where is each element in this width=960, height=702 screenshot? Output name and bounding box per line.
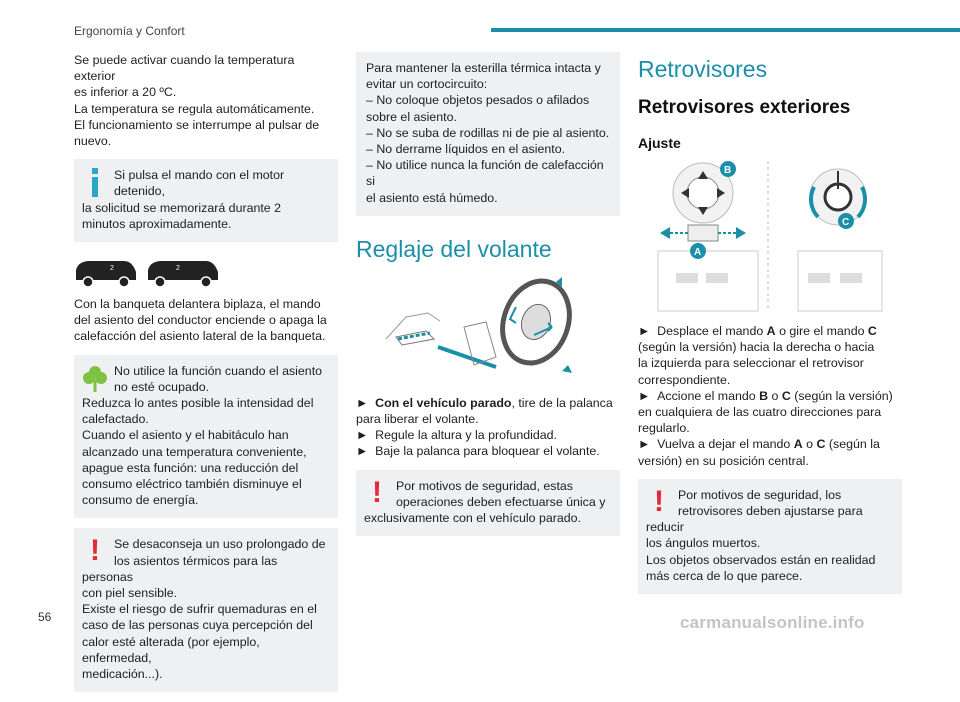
mirror-steps bbox=[638, 323, 902, 469]
van-icon bbox=[146, 258, 220, 288]
intro-paragraph bbox=[74, 52, 338, 149]
warning-icon: ! bbox=[90, 534, 100, 568]
text-line: más cerca de lo que parece. bbox=[646, 568, 803, 583]
text-line: los ángulos muertos. bbox=[646, 536, 761, 551]
warning-icon: ! bbox=[654, 484, 664, 518]
steering-heading: Reglaje del volante bbox=[356, 235, 552, 262]
van-label: 2 bbox=[110, 265, 114, 273]
text-line: la solicitud se memorizará durante 2 bbox=[82, 200, 282, 215]
van-icon bbox=[74, 258, 138, 288]
text-line: consumo de energía. bbox=[82, 493, 199, 508]
text-line: Por motivos de seguridad, estas bbox=[396, 478, 574, 493]
text-line: la izquierda para seleccionar el retrovisor bbox=[638, 356, 864, 371]
warning-note bbox=[356, 470, 620, 537]
text-line: apague esta función: una reducción del bbox=[82, 460, 299, 475]
info-icon bbox=[82, 168, 108, 198]
text-line: los asientos térmicos para las personas bbox=[82, 553, 278, 584]
section-title: Ergonomía y Confort bbox=[74, 24, 185, 38]
page-number: 56 bbox=[38, 610, 52, 624]
text-line: alcanzado una temperatura conveniente, bbox=[82, 444, 307, 459]
text-line: es inferior a 20 ºC. bbox=[74, 85, 177, 100]
text-line: versión) en su posición central. bbox=[638, 453, 809, 468]
text-line: calor esté alterada (por ejemplo, enfermedad, bbox=[82, 634, 260, 665]
info-note bbox=[74, 159, 338, 242]
text-line: No utilice la función cuando el asiento bbox=[114, 363, 323, 378]
text-line: evitar un cortocircuito: bbox=[366, 77, 488, 92]
text-line: Reduzca lo antes posible la intensidad del bbox=[82, 396, 314, 411]
text-line: Se puede activar cuando la temperatura exterior bbox=[74, 53, 295, 84]
text-line: el asiento está húmedo. bbox=[366, 190, 498, 205]
watermark: carmanualsonline.info bbox=[680, 613, 865, 632]
column-3 bbox=[638, 52, 902, 604]
text-line: calefactado. bbox=[82, 412, 149, 427]
step-line: ► Vuelva a dejar el mando A o C (según la bbox=[638, 437, 880, 452]
text-line: retrovisores deben ajustarse para reducir bbox=[646, 504, 863, 535]
column-1 bbox=[74, 52, 338, 702]
eco-tree-icon bbox=[82, 364, 108, 394]
bench-paragraph bbox=[74, 296, 338, 345]
text-line: en cualquiera de las cuatro direcciones para bbox=[638, 405, 882, 420]
text-line: para liberar el volante. bbox=[356, 412, 479, 427]
adjustment-heading: Ajuste bbox=[638, 135, 681, 151]
warning-note bbox=[74, 528, 338, 692]
warning-note bbox=[638, 479, 902, 594]
text-line: nuevo. bbox=[74, 134, 112, 149]
text-line: regularlo. bbox=[638, 421, 690, 436]
column-2 bbox=[356, 52, 620, 546]
text-line: (según la versión) hacia la derecha o hacia bbox=[638, 340, 875, 355]
step-line: ► Baje la palanca para bloquear el volante. bbox=[356, 444, 600, 459]
steering-steps bbox=[356, 395, 620, 460]
warning-icon: ! bbox=[372, 475, 382, 509]
label-b: B bbox=[724, 165, 732, 176]
text-line: – No utilice nunca la función de calefacción si bbox=[366, 158, 604, 189]
text-line: calefacción del asiento lateral de la banqueta. bbox=[74, 329, 326, 344]
text-line: Cuando el asiento y el habitáculo han bbox=[82, 428, 289, 443]
text-line: correspondiente. bbox=[638, 372, 731, 387]
text-line: con piel sensible. bbox=[82, 586, 178, 601]
mirrors-heading: Retrovisores bbox=[638, 56, 768, 82]
text-line: Si pulsa el mando con el motor detenido, bbox=[114, 168, 285, 199]
text-line: del asiento del conductor enciende o apaga la bbox=[74, 313, 327, 328]
text-line: La temperatura se regula automáticamente. bbox=[74, 101, 315, 116]
text-line: minutos aproximadamente. bbox=[82, 216, 232, 231]
mirror-controls-illustration bbox=[638, 161, 902, 311]
text-line: medicación...). bbox=[82, 667, 163, 682]
text-line: caso de las personas cuya percepción del bbox=[82, 618, 313, 633]
text-line: Por motivos de seguridad, los bbox=[678, 487, 842, 502]
text-line: sobre el asiento. bbox=[366, 109, 457, 124]
text-line: consumo eléctrico también disminuye el bbox=[82, 477, 302, 492]
text-line: Con la banqueta delantera biplaza, el mando bbox=[74, 297, 321, 312]
text-line: El funcionamiento se interrumpe al pulsar de bbox=[74, 117, 320, 132]
text-line: operaciones deben efectuarse única y bbox=[396, 494, 606, 509]
steering-wheel-illustration bbox=[356, 277, 620, 387]
step-line: ► Regule la altura y la profundidad. bbox=[356, 428, 558, 443]
van-illustrations bbox=[74, 258, 338, 288]
text-line: Existe el riesgo de sufrir quemaduras en el bbox=[82, 602, 317, 617]
step-line: ► Desplace el mando A o gire el mando C bbox=[638, 324, 877, 338]
step-line: ► Con el vehículo parado, tire de la palanca bbox=[356, 395, 613, 410]
text-line: Para mantener la esterilla térmica intacta y bbox=[366, 61, 601, 75]
step-line: ► Accione el mando B o C (según la versión) bbox=[638, 388, 893, 403]
label-c: C bbox=[842, 217, 850, 228]
text-line: Se desaconseja un uso prolongado de bbox=[114, 537, 326, 552]
text-line: – No derrame líquidos en el asiento. bbox=[366, 142, 566, 157]
exterior-mirrors-heading: Retrovisores exteriores bbox=[638, 97, 851, 118]
mat-note bbox=[356, 52, 620, 216]
text-line: – No se suba de rodillas ni de pie al asiento. bbox=[366, 125, 610, 140]
text-line: – No coloque objetos pesados o afilados bbox=[366, 93, 590, 108]
text-line: Los objetos observados están en realidad bbox=[646, 552, 876, 567]
eco-note bbox=[74, 355, 338, 519]
label-a: A bbox=[694, 247, 702, 258]
text-line: exclusivamente con el vehículo parado. bbox=[364, 511, 581, 526]
text-line: no esté ocupado. bbox=[114, 379, 210, 394]
header-accent-bar bbox=[491, 28, 960, 32]
van-label: 2 bbox=[176, 265, 180, 273]
